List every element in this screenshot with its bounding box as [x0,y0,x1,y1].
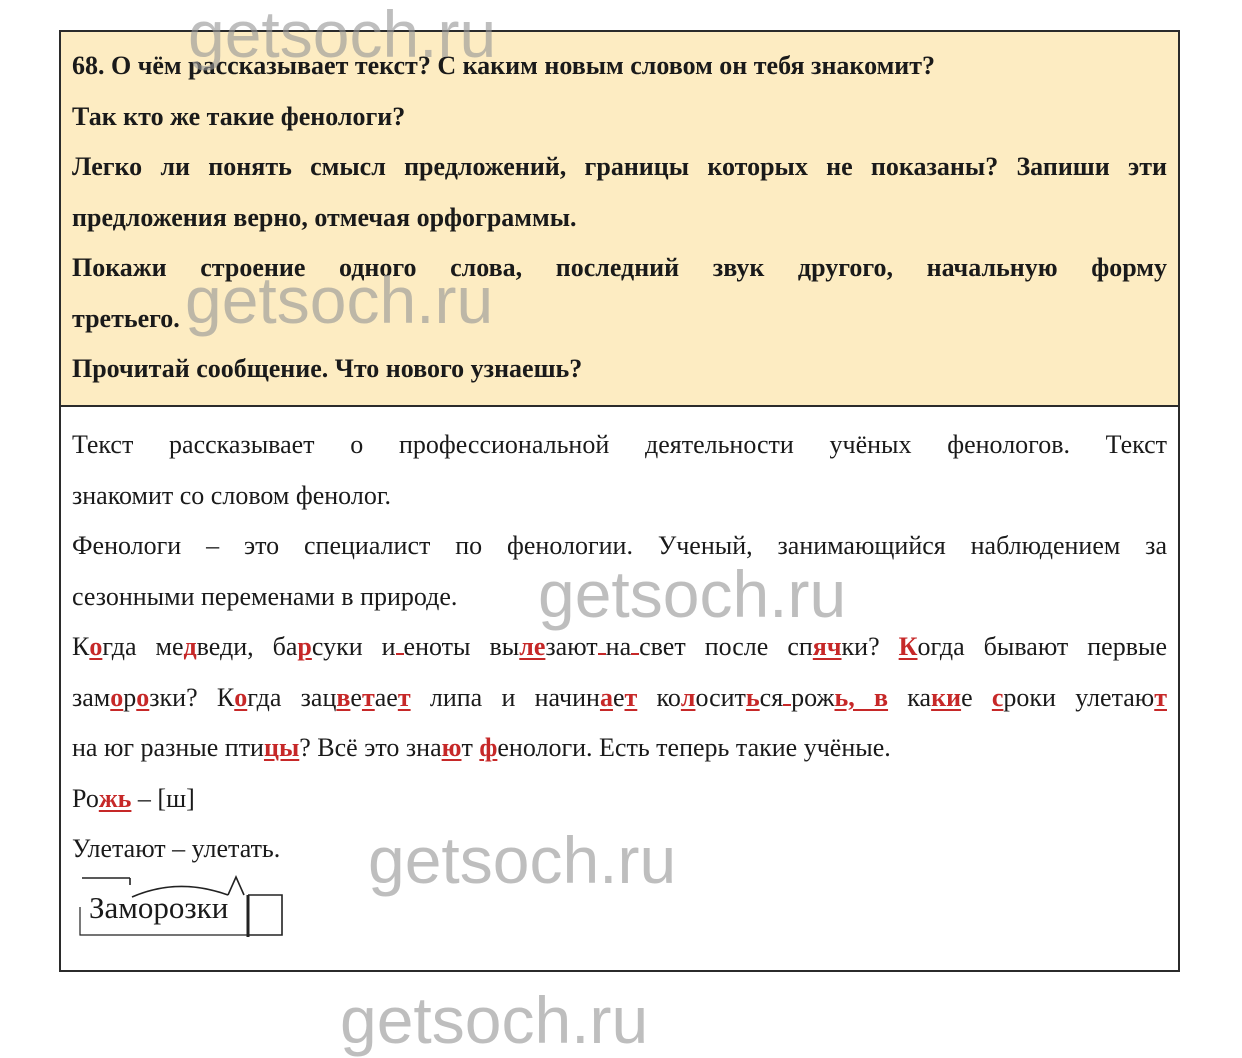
question-line-7: Прочитай сообщение. Что нового узнаешь? [72,354,583,383]
watermark-5: getsoch.ru [340,983,649,1057]
answer-line-4: сезонными переменами в природе. [72,581,458,611]
answer-line-rozh [72,774,1167,825]
orthogram-mark: р [297,632,312,661]
orthogram-mark: в [336,682,351,712]
watermark-2: getsoch.ru [185,263,494,337]
orthogram-mark: ь [745,682,760,712]
orthogram-mark: т [397,682,411,712]
orthogram-mark: т [624,682,638,712]
orthogram-mark: ле [519,632,546,661]
orthogram-mark [598,633,606,655]
answer-line-1: Текст рассказывает о профессиональной деятельности учёных фенологов. Текст [72,430,1167,459]
answer-line-2: знакомит со словом фенолог. [72,480,392,510]
orthogram-mark: ю [441,733,462,762]
orthogram-mark: а [599,682,613,712]
exercise-box [59,30,1180,972]
orthogram-mark: ф [479,733,498,762]
orthogram-mark: т [361,682,375,712]
orthogram-mark: о [110,682,124,712]
orthogram-mark: о [89,632,103,661]
rozh-sound: – [ш] [131,783,195,813]
question-line-2: Так кто же такие фенологи? [72,101,406,131]
orthogram-mark: л [680,682,696,712]
question-line-4: предложения верно, отмечая орфограммы. [72,202,577,232]
orthogram-mark: о [136,682,150,712]
morphemic-analysis [78,873,284,939]
orthogram-line-1: Когда медведи, барсуки и еноты вылезают на свет после спячки? Когда бывают первые [72,632,1167,661]
orthogram-mark: д [183,632,197,661]
watermark-1: getsoch.ru [188,0,497,71]
rozh-prefix: Ро [72,783,99,813]
orthogram-mark: с [991,682,1004,712]
watermark-4: getsoch.ru [368,823,677,897]
question-block [61,32,1178,407]
answer-line-uletayut: Улетают – улетать. [72,834,281,863]
question-line-1: 68. О чём рассказывает текст? С каким новым словом он тебя знакомит? [72,51,936,80]
morphemic-word: Заморозки [89,890,229,925]
answer-line-3: Фенологи – это специалист по фенологии. Ученый, занимающийся наблюдением за [72,531,1167,560]
question-line-5: Покажи строение одного слова, последний звук другого, начальную форму [72,253,1167,282]
question-line-3: Легко ли понять смысл предложений, границы которых не показаны? Запиши эти [72,152,1167,181]
orthogram-mark: ь, в [834,682,889,712]
rozh-ending: жь [98,783,132,813]
orthogram-mark [783,684,791,706]
orthogram-mark [396,633,404,655]
orthogram-mark: ки [931,682,962,712]
answer-block [61,407,1178,875]
orthogram-mark: о [234,682,248,712]
question-line-6: третьего. [72,303,180,333]
orthogram-mark [631,633,639,655]
orthogram-line-2: заморозки? Когда зацветает липа и начинает колоситься рожь, в какие сроки улетают [72,682,1167,712]
watermark-3: getsoch.ru [538,557,847,631]
orthogram-mark: цы [263,733,300,762]
orthogram-mark: яч [812,632,842,661]
orthogram-mark: К [898,632,918,661]
orthogram-mark: т [1154,682,1167,712]
orthogram-line-3: на юг разные птицы? Всё это знают фенологи. Есть теперь такие учёные. [72,733,891,762]
